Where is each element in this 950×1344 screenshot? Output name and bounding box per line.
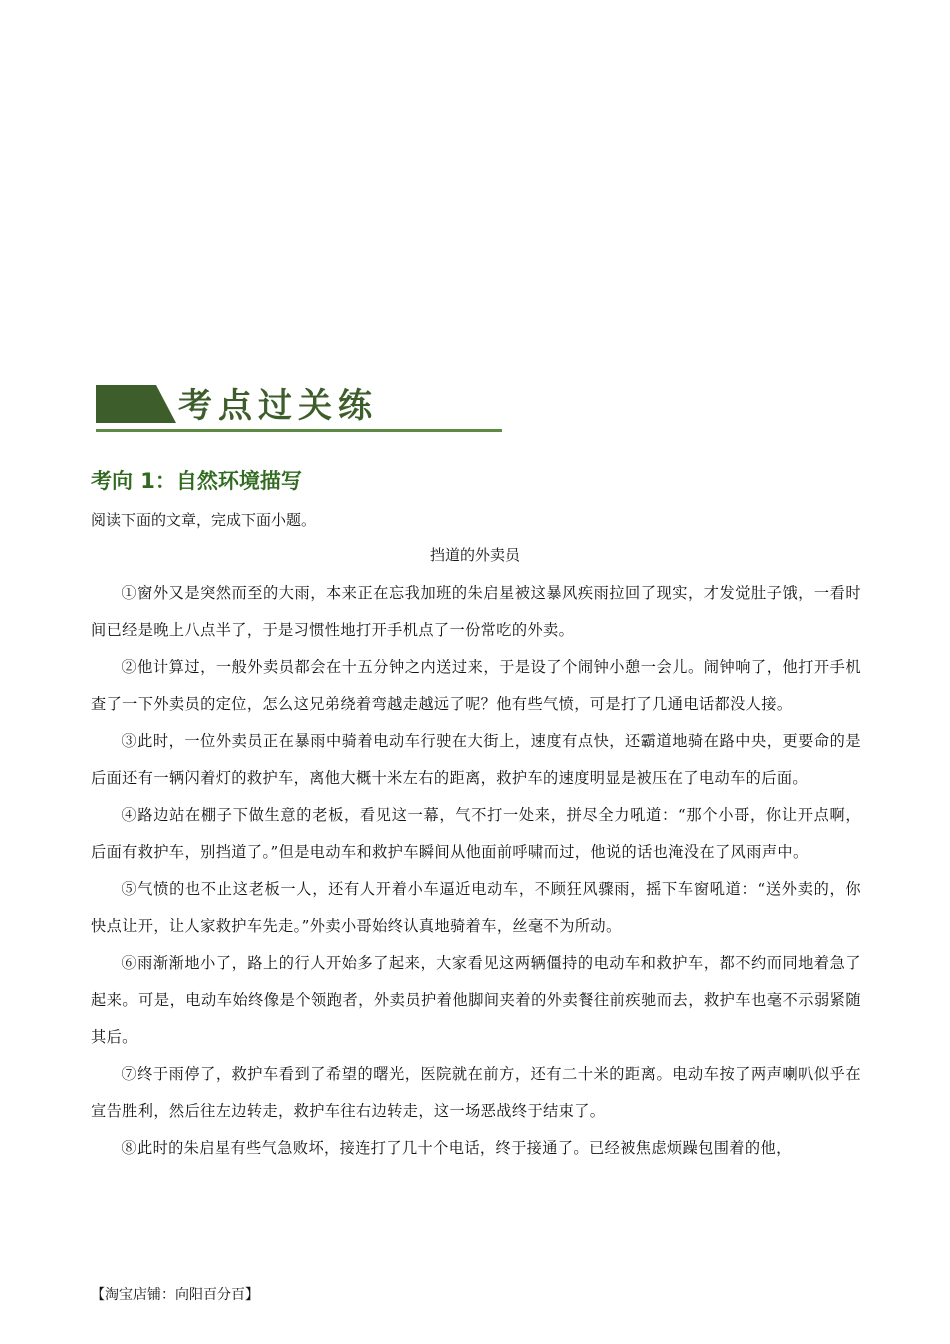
paragraph: ⑥雨渐渐地小了，路上的行人开始多了起来，大家看见这两辆僵持的电动车和救护车，都不约而同地着急了起来。可是，电动车始终像是个领跑者，外卖员护着他脚间夹着的外卖餐往前疾驰而去，救护车也毫不示弱紧随其后。 (91, 954, 861, 1046)
paragraph: ②他计算过，一般外卖员都会在十五分钟之内送过来，于是设了个闹钟小憩一会儿。闹钟响了，他打开手机查了一下外卖员的定位，怎么这兄弟绕着弯越走越远了呢？他有些气愤，可是打了几通电话都没人接。 (91, 658, 861, 713)
section-heading: 考向 1：自然环境描写 (91, 469, 302, 493)
paragraph: ⑧此时的朱启星有些气急败坏，接连打了几十个电话，终于接通了。已经被焦虑烦躁包围着的他， (121, 1139, 792, 1157)
footer-shop-note: 【淘宝店铺：向阳百分百】 (91, 1287, 259, 1303)
article-title: 挡道的外卖员 (429, 546, 520, 564)
banner-title: 考点过关练 (178, 386, 378, 426)
paragraph: ⑦终于雨停了，救护车看到了希望的曙光，医院就在前方，还有二十米的距离。电动车按了两声喇叭似乎在宣告胜利，然后往左边转走，救护车往右边转走，这一场恶战终于结束了。 (91, 1065, 861, 1120)
paragraph: ③此时，一位外卖员正在暴雨中骑着电动车行驶在大街上，速度有点快，还霸道地骑在路中央，更要命的是后面还有一辆闪着灯的救护车，离他大概十米左右的距离，救护车的速度明显是被压在了电动车的后面。 (91, 732, 861, 787)
paragraph: ⑤气愤的也不止这老板一人，还有人开着小车逼近电动车，不顾狂风骤雨，摇下车窗吼道：“送外卖的，你快点让开，让人家救护车先走。”外卖小哥始终认真地骑着车，丝毫不为所动。 (91, 880, 861, 935)
paragraph: ①窗外又是突然而至的大雨，本来正在忘我加班的朱启星被这暴风疾雨拉回了现实，才发觉肚子饿，一看时间已经是晚上八点半了，于是习惯性地打开手机点了一份常吃的外卖。 (91, 584, 861, 639)
article-body (91, 575, 861, 1167)
instruction-text: 阅读下面的文章，完成下面小题。 (91, 511, 317, 529)
paragraph: ④路边站在棚子下做生意的老板，看见这一幕，气不打一处来，拼尽全力吼道：“那个小哥，你让开点啊，后面有救护车，别挡道了。”但是电动车和救护车瞬间从他面前呼啸而过，他说的话也淹没在了风雨声中。 (91, 806, 861, 861)
